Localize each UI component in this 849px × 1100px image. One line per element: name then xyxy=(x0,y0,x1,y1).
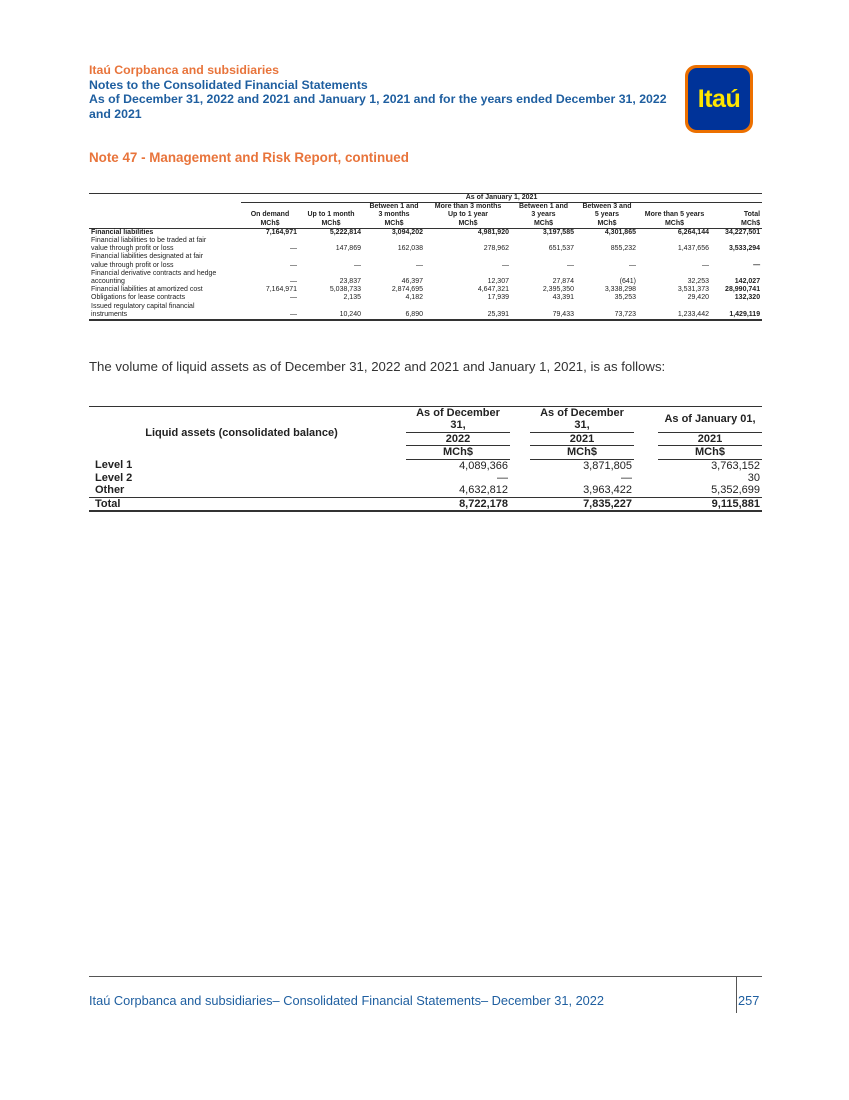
cell: 28,990,741 xyxy=(725,286,761,294)
cell: 6,264,144 xyxy=(677,228,709,236)
label-header: Liquid assets (consolidated balance) xyxy=(89,407,394,460)
cell: 43,391 xyxy=(552,294,574,302)
cell: 12,307 xyxy=(487,278,509,286)
table-row xyxy=(89,484,762,497)
col-header: Up to 1 month xyxy=(307,211,355,219)
table-row-label-cont xyxy=(89,253,762,261)
table-row-label-cont xyxy=(89,270,762,278)
cell: — xyxy=(502,261,509,269)
document-subtitle: Notes to the Consolidated Financial Statements xyxy=(89,77,368,92)
table-row xyxy=(89,286,762,294)
cell: 855,232 xyxy=(610,245,636,253)
cell: 9,115,881 xyxy=(658,497,762,511)
cell: 3,197,585 xyxy=(542,228,574,236)
col-header xyxy=(299,203,363,212)
table-row xyxy=(89,278,762,286)
cell: — xyxy=(621,472,632,485)
cell: — xyxy=(753,261,761,269)
footer-divider xyxy=(89,976,762,977)
col-header: More than 3 months xyxy=(434,203,502,211)
row-label: Other xyxy=(95,484,125,497)
cell: 3,094,202 xyxy=(391,228,423,236)
cell: 4,182 xyxy=(405,294,423,302)
col-header: On demand xyxy=(250,211,290,219)
cell: — xyxy=(416,261,423,269)
cell: 5,038,733 xyxy=(329,286,361,294)
cell: — xyxy=(290,294,297,302)
cell: 7,164,971 xyxy=(265,228,297,236)
cell: 7,835,227 xyxy=(530,497,634,511)
col-unit: MCh$ xyxy=(658,446,762,459)
cell: 3,531,373 xyxy=(677,286,709,294)
cell: 162,038 xyxy=(397,245,423,253)
cell: 17,939 xyxy=(487,294,509,302)
logo-text: Itaú xyxy=(697,85,741,113)
cell: 1,233,442 xyxy=(638,311,711,320)
cell: — xyxy=(290,278,297,286)
cell: 32,253 xyxy=(687,278,709,286)
row-label: Total xyxy=(89,497,394,511)
cell: 3,871,805 xyxy=(583,459,632,472)
cell: 278,962 xyxy=(483,245,509,253)
col-unit: MCh$ xyxy=(425,220,511,229)
cell: 147,869 xyxy=(335,245,361,253)
table-caption: As of January 1, 2021 xyxy=(241,194,762,203)
cell: — xyxy=(354,261,361,269)
col-header xyxy=(711,203,762,212)
cell: 6,890 xyxy=(363,311,425,320)
cell: 2,395,350 xyxy=(542,286,574,294)
cell: 4,089,366 xyxy=(459,459,508,472)
cell: 651,537 xyxy=(548,245,574,253)
table-row xyxy=(89,459,762,472)
col-header: 2021 xyxy=(658,432,762,445)
col-header: Between 3 and xyxy=(582,203,632,211)
col-unit: MCh$ xyxy=(530,446,634,459)
col-unit: MCh$ xyxy=(638,220,711,229)
table-row xyxy=(89,245,762,253)
row-label: Level 2 xyxy=(95,472,133,485)
col-header: 2022 xyxy=(406,432,510,445)
row-label: Financial liabilities to be traded at fair xyxy=(91,237,207,245)
cell: (641) xyxy=(619,278,636,286)
row-label: Issued regulatory capital financial xyxy=(91,302,195,310)
col-unit: MCh$ xyxy=(406,446,510,459)
row-label: accounting xyxy=(91,278,125,286)
cell: 46,397 xyxy=(401,278,423,286)
document-header xyxy=(89,63,689,121)
cell: 23,837 xyxy=(339,278,361,286)
col-unit: MCh$ xyxy=(363,220,425,229)
page-number: 257 xyxy=(738,993,760,1008)
cell: — xyxy=(702,261,709,269)
row-label: Financial derivative contracts and hedge xyxy=(91,269,217,277)
cell: 73,723 xyxy=(576,311,638,320)
cell: 2,874,695 xyxy=(391,286,423,294)
cell: 25,391 xyxy=(425,311,511,320)
cell: 4,647,321 xyxy=(477,286,509,294)
cell: 5,222,814 xyxy=(329,228,361,236)
col-header: Between 1 and xyxy=(369,203,419,211)
row-label: instruments xyxy=(89,311,241,320)
col-unit: MCh$ xyxy=(241,220,299,229)
company-name: Itaú Corpbanca and subsidiaries xyxy=(89,63,279,77)
cell: 34,227,501 xyxy=(725,228,761,236)
cell: 4,301,865 xyxy=(604,228,636,236)
row-label: Financial liabilities designated at fair xyxy=(91,253,204,261)
cell: 3,533,294 xyxy=(728,245,761,253)
footer-text: Itaú Corpbanca and subsidiaries– Consolidated Financial Statements– December 31, 2022 xyxy=(89,993,605,1008)
footer-page-divider xyxy=(736,976,737,1013)
row-label: value through profit or loss xyxy=(91,261,174,269)
cell: 7,164,971 xyxy=(265,286,297,294)
cell: 1,437,656 xyxy=(677,245,709,253)
col-header: As of December 31, xyxy=(406,407,510,433)
table-row xyxy=(89,228,762,237)
col-unit: MCh$ xyxy=(299,220,363,229)
liquid-assets-table xyxy=(89,406,762,512)
col-header: More than 5 years xyxy=(644,211,705,219)
row-label: Financial liabilities xyxy=(91,228,154,236)
col-header: Between 1 and xyxy=(518,203,568,211)
cell: — xyxy=(629,261,636,269)
cell: 3,763,152 xyxy=(711,459,760,472)
cell: 30 xyxy=(747,472,760,485)
cell: 4,632,812 xyxy=(459,484,508,497)
cell: 1,429,119 xyxy=(711,311,762,320)
maturity-table xyxy=(89,193,762,321)
row-label: Obligations for lease contracts xyxy=(91,294,186,302)
cell: — xyxy=(290,261,297,269)
cell: — xyxy=(497,472,508,485)
row-label: Level 1 xyxy=(95,459,133,472)
cell: 5,352,699 xyxy=(711,484,760,497)
table-row-label-cont xyxy=(89,303,762,311)
table-row xyxy=(89,262,762,270)
period-line-1: As of December 31, 2022 and 2021 and January 1, 2021 and for the years ended December 31, 2022 xyxy=(89,92,667,106)
col-header: As of December 31, xyxy=(530,407,634,433)
cell: 35,253 xyxy=(614,294,636,302)
cell: 142,027 xyxy=(734,278,761,286)
cell: — xyxy=(567,261,574,269)
cell: 27,874 xyxy=(552,278,574,286)
table-row-label-cont xyxy=(89,237,762,245)
cell: 2,135 xyxy=(343,294,361,302)
note-title: Note 47 - Management and Risk Report, continued xyxy=(89,150,409,165)
period-line-2: and 2021 xyxy=(89,106,142,121)
cell: — xyxy=(241,311,299,320)
col-header: Total xyxy=(743,211,761,219)
col-header: 2021 xyxy=(530,432,634,445)
row-label: Financial liabilities at amortized cost xyxy=(91,286,203,294)
row-label: value through profit or loss xyxy=(91,245,174,253)
col-unit: MCh$ xyxy=(711,220,762,229)
cell: 29,420 xyxy=(687,294,709,302)
total-row xyxy=(89,497,762,511)
cell: 3,338,298 xyxy=(604,286,636,294)
col-header: 3 months xyxy=(378,211,410,219)
liquid-assets-intro: The volume of liquid assets as of December 31, 2022 and 2021 and January 1, 2021, is as follows: xyxy=(89,359,666,374)
col-header xyxy=(638,203,711,212)
cell: 3,963,422 xyxy=(583,484,632,497)
col-header: Up to 1 year xyxy=(447,211,489,219)
col-header: 5 years xyxy=(594,211,620,219)
col-header: 3 years xyxy=(531,211,556,219)
col-unit: MCh$ xyxy=(576,220,638,229)
col-header xyxy=(241,203,299,212)
table-row xyxy=(89,311,762,320)
cell: 8,722,178 xyxy=(406,497,510,511)
cell: 10,240 xyxy=(299,311,363,320)
col-header: As of January 01, xyxy=(658,407,762,433)
cell: 132,320 xyxy=(734,294,761,302)
cell: — xyxy=(290,245,297,253)
col-unit: MCh$ xyxy=(511,220,576,229)
table-row xyxy=(89,294,762,302)
cell: 79,433 xyxy=(511,311,576,320)
itau-logo xyxy=(685,65,753,133)
cell: 4,981,920 xyxy=(477,228,509,236)
table-row xyxy=(89,472,762,484)
